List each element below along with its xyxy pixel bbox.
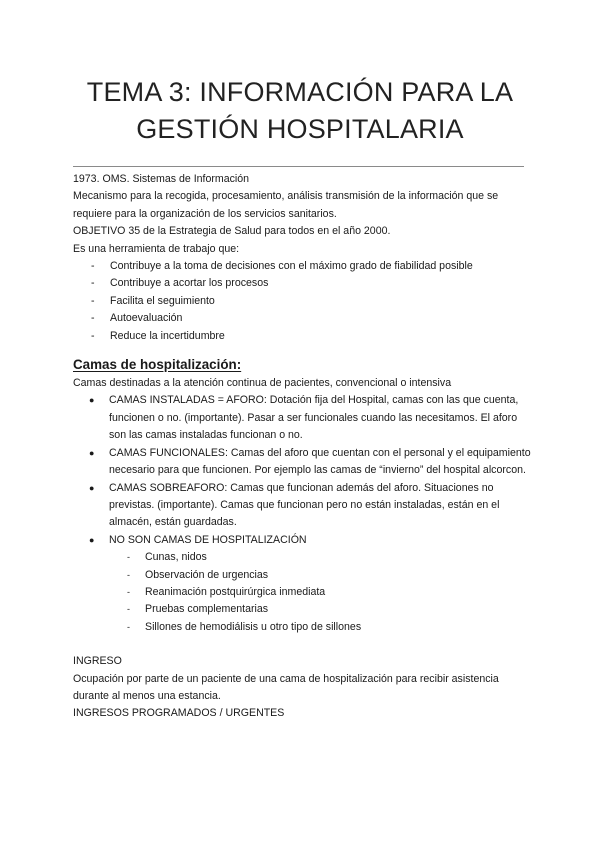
dash-marker: - — [91, 312, 95, 325]
intro-objective: OBJETIVO 35 de la Estrategia de Salud para todos en el año 2000. — [73, 225, 391, 238]
ingreso-heading: INGRESO — [73, 655, 122, 668]
camas-heading: Camas de hospitalización: — [73, 357, 242, 373]
camas-bullet-list — [73, 392, 533, 636]
dash-marker: - — [127, 621, 130, 632]
document-body — [73, 171, 533, 723]
list-item: - Autoevaluación — [73, 310, 533, 327]
dash-marker: - — [91, 329, 95, 342]
bullet-marker: ● — [89, 534, 95, 545]
list-item: - Sillones de hemodiálisis u otro tipo de sillones — [109, 619, 533, 636]
tool-list — [73, 258, 533, 345]
intro-definition: Mecanismo para la recogida, procesamiento, análisis transmisión de la información que se requiere para la organización de los servicios sanitarios. — [73, 190, 499, 220]
list-item: - Contribuye a la toma de decisiones con el máximo grado de fiabilidad posible — [73, 258, 533, 275]
list-item: - Pruebas complementarias — [109, 601, 533, 618]
list-item: - Reduce la incertidumbre — [73, 328, 533, 345]
page-title — [40, 74, 560, 148]
no-son-camas-list — [109, 549, 533, 636]
list-item: ● CAMAS FUNCIONALES: Camas del aforo que cuentan con el personal y el equipamiento necesario para que funcionen. Por ejemplo las camas de “invierno” del hospital alcorcon. — [89, 446, 531, 477]
dash-marker: - — [91, 294, 95, 307]
list-item: ● NO SON CAMAS DE HOSPITALIZACIÓN - Cunas, nidos - Observación de urgencias - Reanimación postquirúrgica inmediata - Pruebas complementarias - Sillones de hemodiálisis u otro tipo de sillones — [73, 532, 533, 636]
list-item: - Reanimación postquirúrgica inmediata — [109, 584, 533, 601]
title-line-2: GESTIÓN HOSPITALARIA — [136, 114, 464, 144]
list-item: ● CAMAS SOBREAFORO: Camas que funcionan además del aforo. Situaciones no previstas. (importante). Camas que funcionan pero no están instaladas, están en el almacén, están guardadas. — [89, 481, 500, 529]
bullet-marker: ● — [89, 395, 95, 406]
list-item: ● CAMAS INSTALADAS = AFORO: Dotación fija del Hospital, camas con las que cuenta, funcionen o no. (importante). Pasar a ser funcionales cuando las necesitamos. El aforo son las camas instaladas funcionan o no. — [89, 394, 519, 442]
bullet-marker: ● — [89, 447, 95, 458]
bullet-marker: ● — [89, 482, 95, 493]
title-line-1: TEMA 3: INFORMACIÓN PARA LA — [86, 77, 514, 107]
dash-marker: - — [127, 604, 130, 615]
title-divider — [73, 166, 524, 167]
dash-marker: - — [91, 277, 95, 290]
dash-marker: - — [91, 260, 95, 273]
list-item: - Facilita el seguimiento — [73, 293, 533, 310]
spacer — [73, 636, 533, 653]
dash-marker: - — [127, 586, 130, 597]
list-item: - Cunas, nidos — [109, 549, 533, 566]
dash-marker: - — [127, 552, 130, 563]
intro-line: 1973. OMS. Sistemas de Información — [73, 173, 250, 185]
ingreso-types: INGRESOS PROGRAMADOS / URGENTES — [73, 707, 285, 720]
camas-intro: Camas destinadas a la atención continua de pacientes, convencional o intensiva — [73, 377, 452, 390]
dash-marker: - — [127, 569, 130, 580]
list-item: - Contribuye a acortar los procesos — [73, 275, 533, 292]
list-item: - Observación de urgencias — [109, 567, 533, 584]
ingreso-definition: Ocupación por parte de un paciente de una cama de hospitalización para recibir asistencia durante al menos una estancia. — [73, 672, 499, 702]
intro-tool-lead: Es una herramienta de trabajo que: — [73, 242, 240, 255]
